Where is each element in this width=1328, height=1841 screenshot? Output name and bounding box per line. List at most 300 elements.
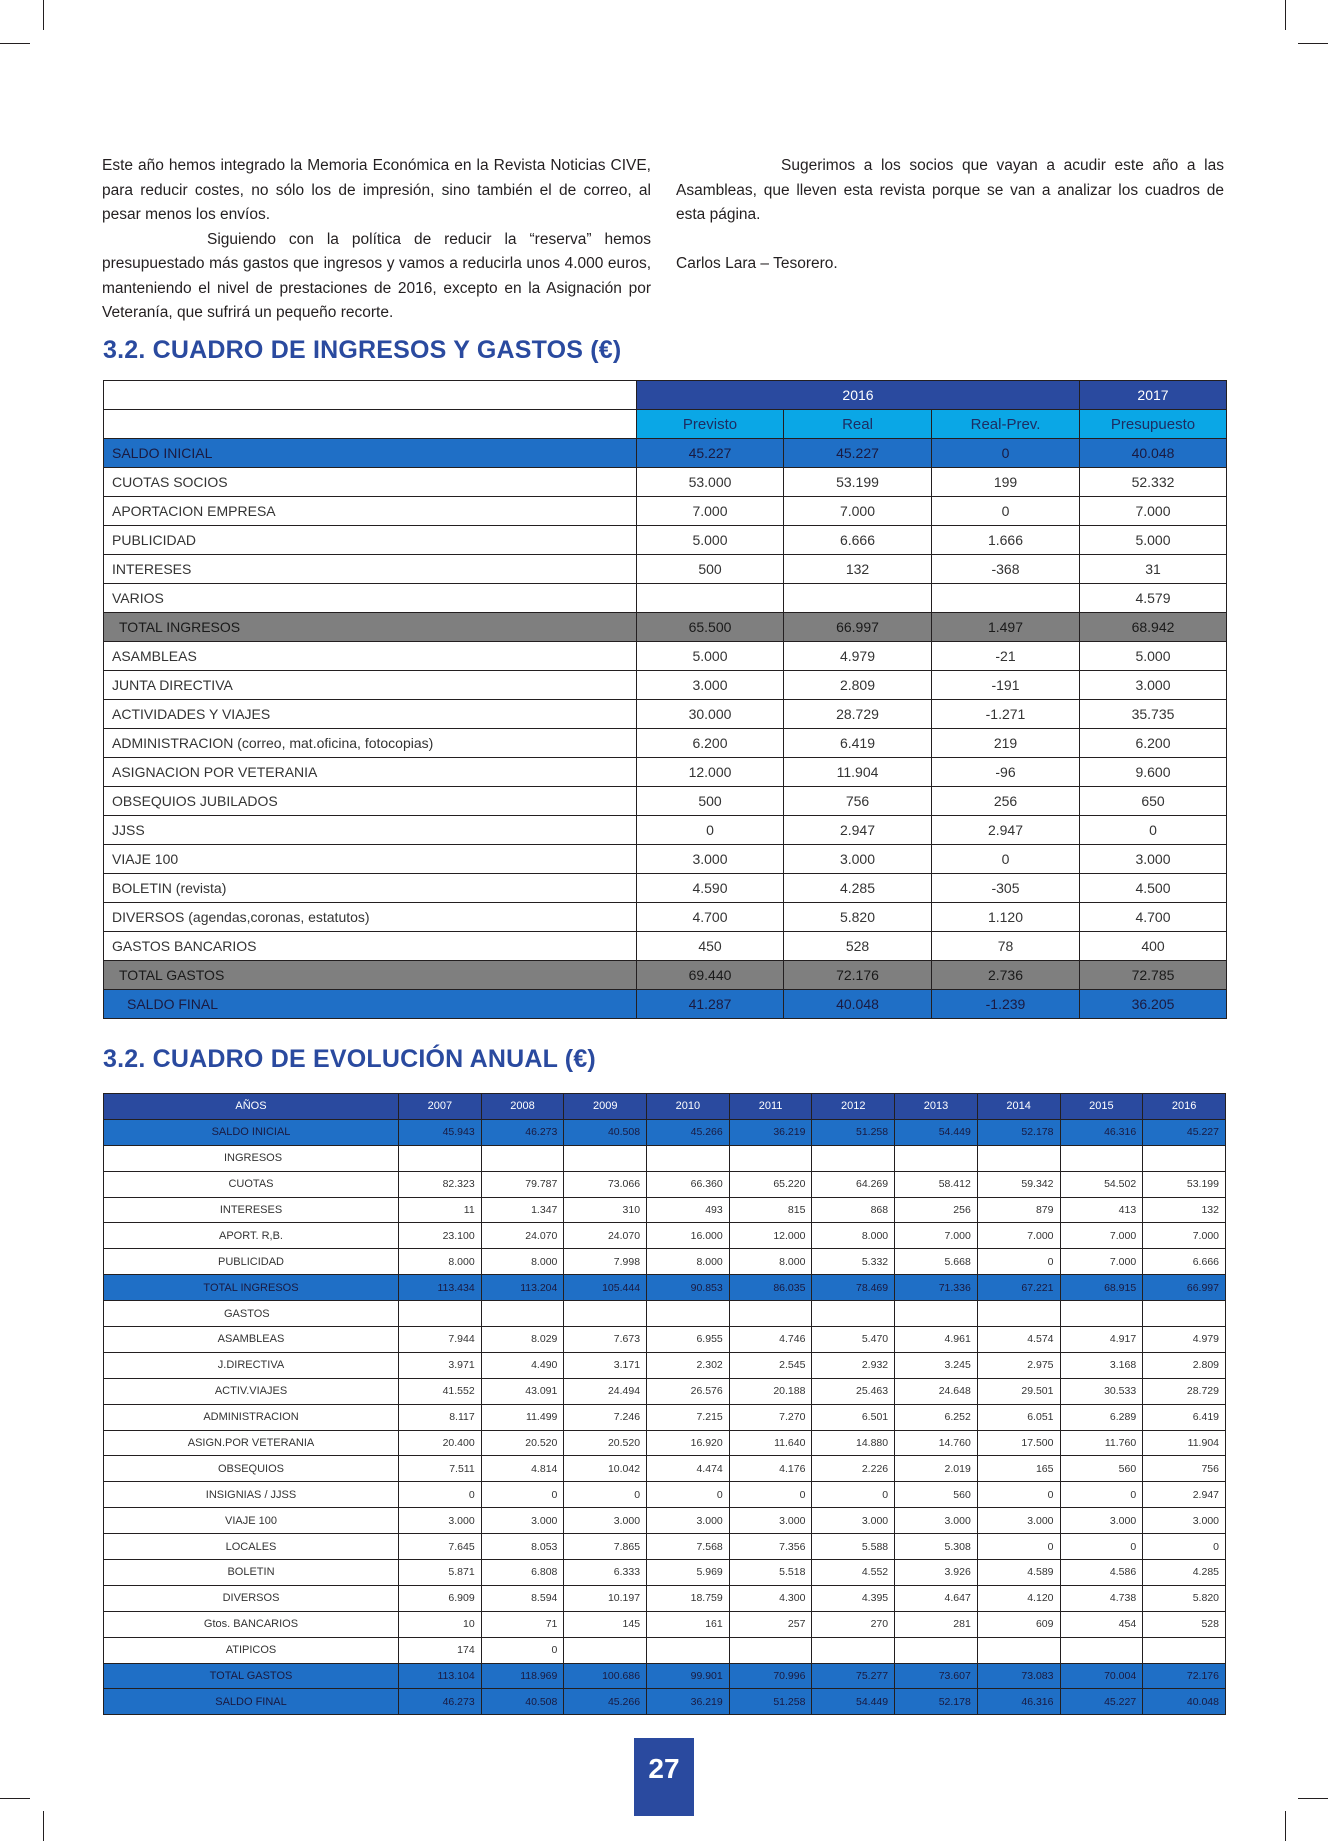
- row-value: 560: [1060, 1456, 1143, 1482]
- row-value: 24.070: [564, 1223, 647, 1249]
- table-row: [104, 1689, 1226, 1715]
- row-value: 609: [977, 1611, 1060, 1637]
- row-value: 5.000: [637, 642, 784, 671]
- row-value: 257: [729, 1611, 812, 1637]
- row-value: 815: [729, 1197, 812, 1223]
- row-value: 0: [729, 1482, 812, 1508]
- row-value: 11.904: [784, 758, 932, 787]
- header-year: 2012: [812, 1094, 895, 1120]
- row-value: 45.266: [564, 1689, 647, 1715]
- row-value: 4.738: [1060, 1585, 1143, 1611]
- row-value: 450: [637, 932, 784, 961]
- row-value: [977, 1637, 1060, 1663]
- row-value: 4.700: [1080, 903, 1227, 932]
- row-value: 5.588: [812, 1534, 895, 1560]
- row-value: 24.494: [564, 1378, 647, 1404]
- row-value: 11.499: [481, 1404, 564, 1430]
- table-row: [104, 1508, 1226, 1534]
- row-value: 59.342: [977, 1171, 1060, 1197]
- row-label: PUBLICIDAD: [104, 526, 637, 555]
- row-value: 11: [399, 1197, 482, 1223]
- row-value: 71.336: [895, 1275, 978, 1301]
- row-value: 165: [977, 1456, 1060, 1482]
- table-row: [104, 1404, 1226, 1430]
- row-value: 28.729: [784, 700, 932, 729]
- row-value: 7.000: [1060, 1249, 1143, 1275]
- row-value: 7.215: [647, 1404, 730, 1430]
- table-row: [104, 1637, 1226, 1663]
- row-value: 3.000: [784, 845, 932, 874]
- row-value: 1.120: [932, 903, 1080, 932]
- row-value: 281: [895, 1611, 978, 1637]
- row-value: 65.220: [729, 1171, 812, 1197]
- row-value: 4.590: [637, 874, 784, 903]
- row-value: [637, 584, 784, 613]
- row-value: 3.000: [647, 1508, 730, 1534]
- row-label: ADMINISTRACION (correo, mat.oficina, fotocopias): [104, 729, 637, 758]
- table-row: [104, 1560, 1226, 1586]
- row-value: 17.500: [977, 1430, 1060, 1456]
- row-value: 100.686: [564, 1663, 647, 1689]
- row-value: 53.199: [784, 468, 932, 497]
- row-value: 879: [977, 1197, 1060, 1223]
- table-row: [104, 903, 1227, 932]
- header-year: 2016: [1143, 1094, 1226, 1120]
- row-value: 4.490: [481, 1352, 564, 1378]
- table-subheader-row: [104, 410, 1227, 439]
- row-value: 7.000: [1143, 1223, 1226, 1249]
- table-row: [104, 642, 1227, 671]
- row-value: 132: [784, 555, 932, 584]
- row-value: 7.865: [564, 1534, 647, 1560]
- row-value: 3.000: [1080, 671, 1227, 700]
- row-value: 82.323: [399, 1171, 482, 1197]
- evolucion-anual-table: [103, 1093, 1226, 1715]
- row-value: 3.000: [399, 1508, 482, 1534]
- table-row: [104, 1301, 1226, 1327]
- row-value: [647, 1145, 730, 1171]
- header-year: 2009: [564, 1094, 647, 1120]
- row-value: 2.932: [812, 1352, 895, 1378]
- row-value: 45.943: [399, 1119, 482, 1145]
- row-label: ACTIVIDADES Y VIAJES: [104, 700, 637, 729]
- row-value: 53.199: [1143, 1171, 1226, 1197]
- header-year: 2010: [647, 1094, 730, 1120]
- row-label: INTERESES: [104, 1197, 399, 1223]
- row-value: 4.552: [812, 1560, 895, 1586]
- row-value: [729, 1301, 812, 1327]
- row-value: 69.440: [637, 961, 784, 990]
- row-value: 105.444: [564, 1275, 647, 1301]
- row-value: 65.500: [637, 613, 784, 642]
- row-value: [647, 1301, 730, 1327]
- row-value: 68.915: [1060, 1275, 1143, 1301]
- row-value: 54.449: [895, 1119, 978, 1145]
- row-value: 58.412: [895, 1171, 978, 1197]
- row-value: 30.000: [637, 700, 784, 729]
- row-value: -368: [932, 555, 1080, 584]
- row-value: 41.287: [637, 990, 784, 1019]
- row-label: ASAMBLEAS: [104, 1327, 399, 1353]
- row-value: 0: [932, 439, 1080, 468]
- row-value: 7.000: [1080, 497, 1227, 526]
- row-value: 7.511: [399, 1456, 482, 1482]
- row-value: 8.594: [481, 1585, 564, 1611]
- row-label: OBSEQUIOS: [104, 1456, 399, 1482]
- row-value: 72.176: [1143, 1663, 1226, 1689]
- row-value: 7.270: [729, 1404, 812, 1430]
- row-value: 8.053: [481, 1534, 564, 1560]
- row-value: 4.176: [729, 1456, 812, 1482]
- row-value: 52.178: [977, 1119, 1060, 1145]
- row-value: 0: [481, 1637, 564, 1663]
- row-label: CUOTAS: [104, 1171, 399, 1197]
- row-value: 270: [812, 1611, 895, 1637]
- row-value: 7.944: [399, 1327, 482, 1353]
- row-value: 7.645: [399, 1534, 482, 1560]
- row-label: OBSEQUIOS JUBILADOS: [104, 787, 637, 816]
- row-value: 3.971: [399, 1352, 482, 1378]
- header-year: 2007: [399, 1094, 482, 1120]
- row-label: J.DIRECTIVA: [104, 1352, 399, 1378]
- row-value: 20.188: [729, 1378, 812, 1404]
- row-value: 79.787: [481, 1171, 564, 1197]
- row-label: APORT. R,B.: [104, 1223, 399, 1249]
- row-label: INTERESES: [104, 555, 637, 584]
- table-row: [104, 526, 1227, 555]
- row-value: 2.226: [812, 1456, 895, 1482]
- row-value: 30.533: [1060, 1378, 1143, 1404]
- row-value: 9.600: [1080, 758, 1227, 787]
- row-value: 7.998: [564, 1249, 647, 1275]
- row-value: [1143, 1637, 1226, 1663]
- row-value: 18.759: [647, 1585, 730, 1611]
- row-value: 2.947: [784, 816, 932, 845]
- row-value: 5.470: [812, 1327, 895, 1353]
- row-value: 0: [1080, 816, 1227, 845]
- row-value: 0: [637, 816, 784, 845]
- row-value: 4.574: [977, 1327, 1060, 1353]
- table-row: [104, 555, 1227, 584]
- row-value: 45.227: [1060, 1689, 1143, 1715]
- row-label: ATIPICOS: [104, 1637, 399, 1663]
- section-title-ingresos-gastos: 3.2. CUADRO DE INGRESOS Y GASTOS (€): [103, 336, 622, 364]
- row-value: 5.332: [812, 1249, 895, 1275]
- row-value: 0: [1143, 1534, 1226, 1560]
- row-value: 5.820: [1143, 1585, 1226, 1611]
- row-value: 73.066: [564, 1171, 647, 1197]
- row-value: 24.070: [481, 1223, 564, 1249]
- row-label: INGRESOS: [104, 1145, 399, 1171]
- row-value: 0: [1060, 1482, 1143, 1508]
- row-value: [729, 1637, 812, 1663]
- row-value: 118.969: [481, 1663, 564, 1689]
- row-value: 7.000: [784, 497, 932, 526]
- row-value: 51.258: [729, 1689, 812, 1715]
- row-value: 8.000: [729, 1249, 812, 1275]
- row-value: 3.168: [1060, 1352, 1143, 1378]
- row-value: 0: [399, 1482, 482, 1508]
- subheader-presupuesto: Presupuesto: [1080, 410, 1227, 439]
- table-row: [104, 816, 1227, 845]
- table-row: [104, 1145, 1226, 1171]
- row-value: 3.000: [1060, 1508, 1143, 1534]
- row-value: 46.273: [481, 1119, 564, 1145]
- row-label: DIVERSOS (agendas,coronas, estatutos): [104, 903, 637, 932]
- row-label: VIAJE 100: [104, 845, 637, 874]
- table-row: [104, 990, 1227, 1019]
- row-value: 4.700: [637, 903, 784, 932]
- row-value: [895, 1145, 978, 1171]
- subheader-real: Real: [784, 410, 932, 439]
- row-value: 8.000: [481, 1249, 564, 1275]
- header-year: 2013: [895, 1094, 978, 1120]
- row-value: 5.871: [399, 1560, 482, 1586]
- row-value: 41.552: [399, 1378, 482, 1404]
- row-value: 6.333: [564, 1560, 647, 1586]
- intro-paragraph: Siguiendo con la política de reducir la “reserva” hemos presupuestado más gastos que ingresos y vamos a reducirla unos 4.000 euros, manteniendo el nivel de prestaciones de 2016, excepto en la Asignación por Veteranía, que sufrirá un pequeño recorte.: [102, 230, 651, 321]
- row-value: 7.000: [895, 1223, 978, 1249]
- row-value: 99.901: [647, 1663, 730, 1689]
- row-value: 6.419: [1143, 1404, 1226, 1430]
- table-row: [104, 874, 1227, 903]
- table-row: [104, 1611, 1226, 1637]
- row-value: 54.449: [812, 1689, 895, 1715]
- row-value: 2.809: [784, 671, 932, 700]
- row-value: [399, 1145, 482, 1171]
- row-value: 174: [399, 1637, 482, 1663]
- crop-mark: [1285, 1811, 1286, 1841]
- row-value: [784, 584, 932, 613]
- row-value: 78.469: [812, 1275, 895, 1301]
- row-value: 29.501: [977, 1378, 1060, 1404]
- row-value: [1143, 1301, 1226, 1327]
- row-value: 71: [481, 1611, 564, 1637]
- row-label: ASAMBLEAS: [104, 642, 637, 671]
- row-value: 5.668: [895, 1249, 978, 1275]
- table-header-row: [104, 1094, 1226, 1120]
- row-label: SALDO INICIAL: [104, 439, 637, 468]
- row-value: 756: [784, 787, 932, 816]
- header-blank-cell: [104, 410, 637, 439]
- row-value: 1.497: [932, 613, 1080, 642]
- row-value: 10.042: [564, 1456, 647, 1482]
- row-value: 40.508: [481, 1689, 564, 1715]
- row-value: 2.975: [977, 1352, 1060, 1378]
- row-value: 6.666: [784, 526, 932, 555]
- table-row: [104, 1119, 1226, 1145]
- row-value: 7.000: [977, 1223, 1060, 1249]
- row-value: 6.200: [637, 729, 784, 758]
- row-value: 3.926: [895, 1560, 978, 1586]
- row-value: 4.961: [895, 1327, 978, 1353]
- row-value: 10.197: [564, 1585, 647, 1611]
- row-label: GASTOS: [104, 1301, 399, 1327]
- row-value: 36.219: [647, 1689, 730, 1715]
- row-label: ACTIV.VIAJES: [104, 1378, 399, 1404]
- row-value: [895, 1637, 978, 1663]
- row-value: 7.356: [729, 1534, 812, 1560]
- row-value: 6.252: [895, 1404, 978, 1430]
- row-value: 12.000: [637, 758, 784, 787]
- crop-mark: [1298, 43, 1328, 44]
- row-value: 3.000: [729, 1508, 812, 1534]
- row-value: 3.000: [895, 1508, 978, 1534]
- row-value: 70.996: [729, 1663, 812, 1689]
- row-value: 4.589: [977, 1560, 1060, 1586]
- table-row: [104, 1534, 1226, 1560]
- subheader-real-prev: Real-Prev.: [932, 410, 1080, 439]
- row-value: 4.474: [647, 1456, 730, 1482]
- table-row: [104, 1275, 1226, 1301]
- table-row: [104, 1352, 1226, 1378]
- row-value: 3.000: [977, 1508, 1060, 1534]
- row-value: 161: [647, 1611, 730, 1637]
- row-value: 6.666: [1143, 1249, 1226, 1275]
- row-value: 5.518: [729, 1560, 812, 1586]
- table-row: [104, 1327, 1226, 1353]
- row-value: 132: [1143, 1197, 1226, 1223]
- row-value: 6.909: [399, 1585, 482, 1611]
- row-value: 46.316: [1060, 1119, 1143, 1145]
- row-value: 52.178: [895, 1689, 978, 1715]
- table-row: [104, 700, 1227, 729]
- row-value: 3.000: [812, 1508, 895, 1534]
- row-value: [977, 1145, 1060, 1171]
- row-value: [1143, 1145, 1226, 1171]
- row-value: 66.997: [784, 613, 932, 642]
- row-value: 40.048: [1080, 439, 1227, 468]
- row-label: ASIGNACION POR VETERANIA: [104, 758, 637, 787]
- table-row: [104, 1249, 1226, 1275]
- row-value: 3.000: [564, 1508, 647, 1534]
- row-value: 40.048: [784, 990, 932, 1019]
- row-value: 500: [637, 555, 784, 584]
- row-label: SALDO FINAL: [104, 990, 637, 1019]
- row-value: 0: [564, 1482, 647, 1508]
- table-row: [104, 1456, 1226, 1482]
- header-blank-cell: [104, 381, 637, 410]
- row-value: 4.500: [1080, 874, 1227, 903]
- row-value: -191: [932, 671, 1080, 700]
- row-value: 45.266: [647, 1119, 730, 1145]
- row-value: 72.785: [1080, 961, 1227, 990]
- row-value: 2.947: [932, 816, 1080, 845]
- row-value: 6.808: [481, 1560, 564, 1586]
- row-label: JJSS: [104, 816, 637, 845]
- row-value: 1.347: [481, 1197, 564, 1223]
- row-value: 2.809: [1143, 1352, 1226, 1378]
- row-value: 560: [895, 1482, 978, 1508]
- intro-paragraph: Sugerimos a los socios que vayan a acudir este año a las Asambleas, que lleven esta revista porque se van a analizar los cuadros de esta página.: [676, 157, 1224, 223]
- crop-mark: [0, 43, 30, 44]
- crop-mark: [43, 1811, 44, 1841]
- row-label: TOTAL GASTOS: [104, 961, 637, 990]
- row-value: 4.300: [729, 1585, 812, 1611]
- row-value: 6.501: [812, 1404, 895, 1430]
- row-value: 7.246: [564, 1404, 647, 1430]
- crop-mark: [0, 1798, 30, 1799]
- row-value: 256: [895, 1197, 978, 1223]
- row-value: [729, 1145, 812, 1171]
- signature: Carlos Lara – Tesorero.: [676, 254, 838, 272]
- row-value: 0: [481, 1482, 564, 1508]
- row-value: 45.227: [637, 439, 784, 468]
- row-value: 6.200: [1080, 729, 1227, 758]
- row-value: 199: [932, 468, 1080, 497]
- intro-right-column: [676, 154, 1224, 276]
- row-value: 650: [1080, 787, 1227, 816]
- row-label: TOTAL INGRESOS: [104, 613, 637, 642]
- row-value: [564, 1637, 647, 1663]
- row-value: 86.035: [729, 1275, 812, 1301]
- row-value: 46.273: [399, 1689, 482, 1715]
- row-value: 0: [977, 1482, 1060, 1508]
- row-value: [977, 1301, 1060, 1327]
- row-value: 2.947: [1143, 1482, 1226, 1508]
- row-value: 24.648: [895, 1378, 978, 1404]
- row-value: 31: [1080, 555, 1227, 584]
- row-value: 5.820: [784, 903, 932, 932]
- row-value: 45.227: [1143, 1119, 1226, 1145]
- row-value: -96: [932, 758, 1080, 787]
- table-row: [104, 961, 1227, 990]
- row-value: 413: [1060, 1197, 1143, 1223]
- row-value: 64.269: [812, 1171, 895, 1197]
- row-value: 310: [564, 1197, 647, 1223]
- row-value: [1060, 1637, 1143, 1663]
- row-value: 113.204: [481, 1275, 564, 1301]
- row-value: 3.000: [481, 1508, 564, 1534]
- row-value: 528: [1143, 1611, 1226, 1637]
- table-row: [104, 787, 1227, 816]
- row-value: 1.666: [932, 526, 1080, 555]
- row-value: 4.285: [1143, 1560, 1226, 1586]
- table-header-row: [104, 381, 1227, 410]
- row-value: 53.000: [637, 468, 784, 497]
- row-value: 90.853: [647, 1275, 730, 1301]
- row-value: 113.104: [399, 1663, 482, 1689]
- row-value: -1.239: [932, 990, 1080, 1019]
- row-value: 40.048: [1143, 1689, 1226, 1715]
- table-row: [104, 468, 1227, 497]
- row-value: 3.000: [637, 845, 784, 874]
- row-value: 8.000: [647, 1249, 730, 1275]
- row-value: 756: [1143, 1456, 1226, 1482]
- row-label: DIVERSOS: [104, 1585, 399, 1611]
- row-value: [1060, 1145, 1143, 1171]
- row-value: 3.000: [1143, 1508, 1226, 1534]
- row-label: BOLETIN (revista): [104, 874, 637, 903]
- header-year-2017: 2017: [1080, 381, 1227, 410]
- row-value: 493: [647, 1197, 730, 1223]
- row-value: 4.285: [784, 874, 932, 903]
- row-value: 20.520: [564, 1430, 647, 1456]
- row-value: 10: [399, 1611, 482, 1637]
- header-year: 2015: [1060, 1094, 1143, 1120]
- row-value: 0: [932, 497, 1080, 526]
- row-value: [1060, 1301, 1143, 1327]
- header-year: 2008: [481, 1094, 564, 1120]
- row-label: GASTOS BANCARIOS: [104, 932, 637, 961]
- row-label: TOTAL INGRESOS: [104, 1275, 399, 1301]
- row-value: 0: [977, 1249, 1060, 1275]
- row-value: 868: [812, 1197, 895, 1223]
- row-value: 45.227: [784, 439, 932, 468]
- row-value: 78: [932, 932, 1080, 961]
- crop-mark: [1285, 0, 1286, 30]
- row-value: 73.083: [977, 1663, 1060, 1689]
